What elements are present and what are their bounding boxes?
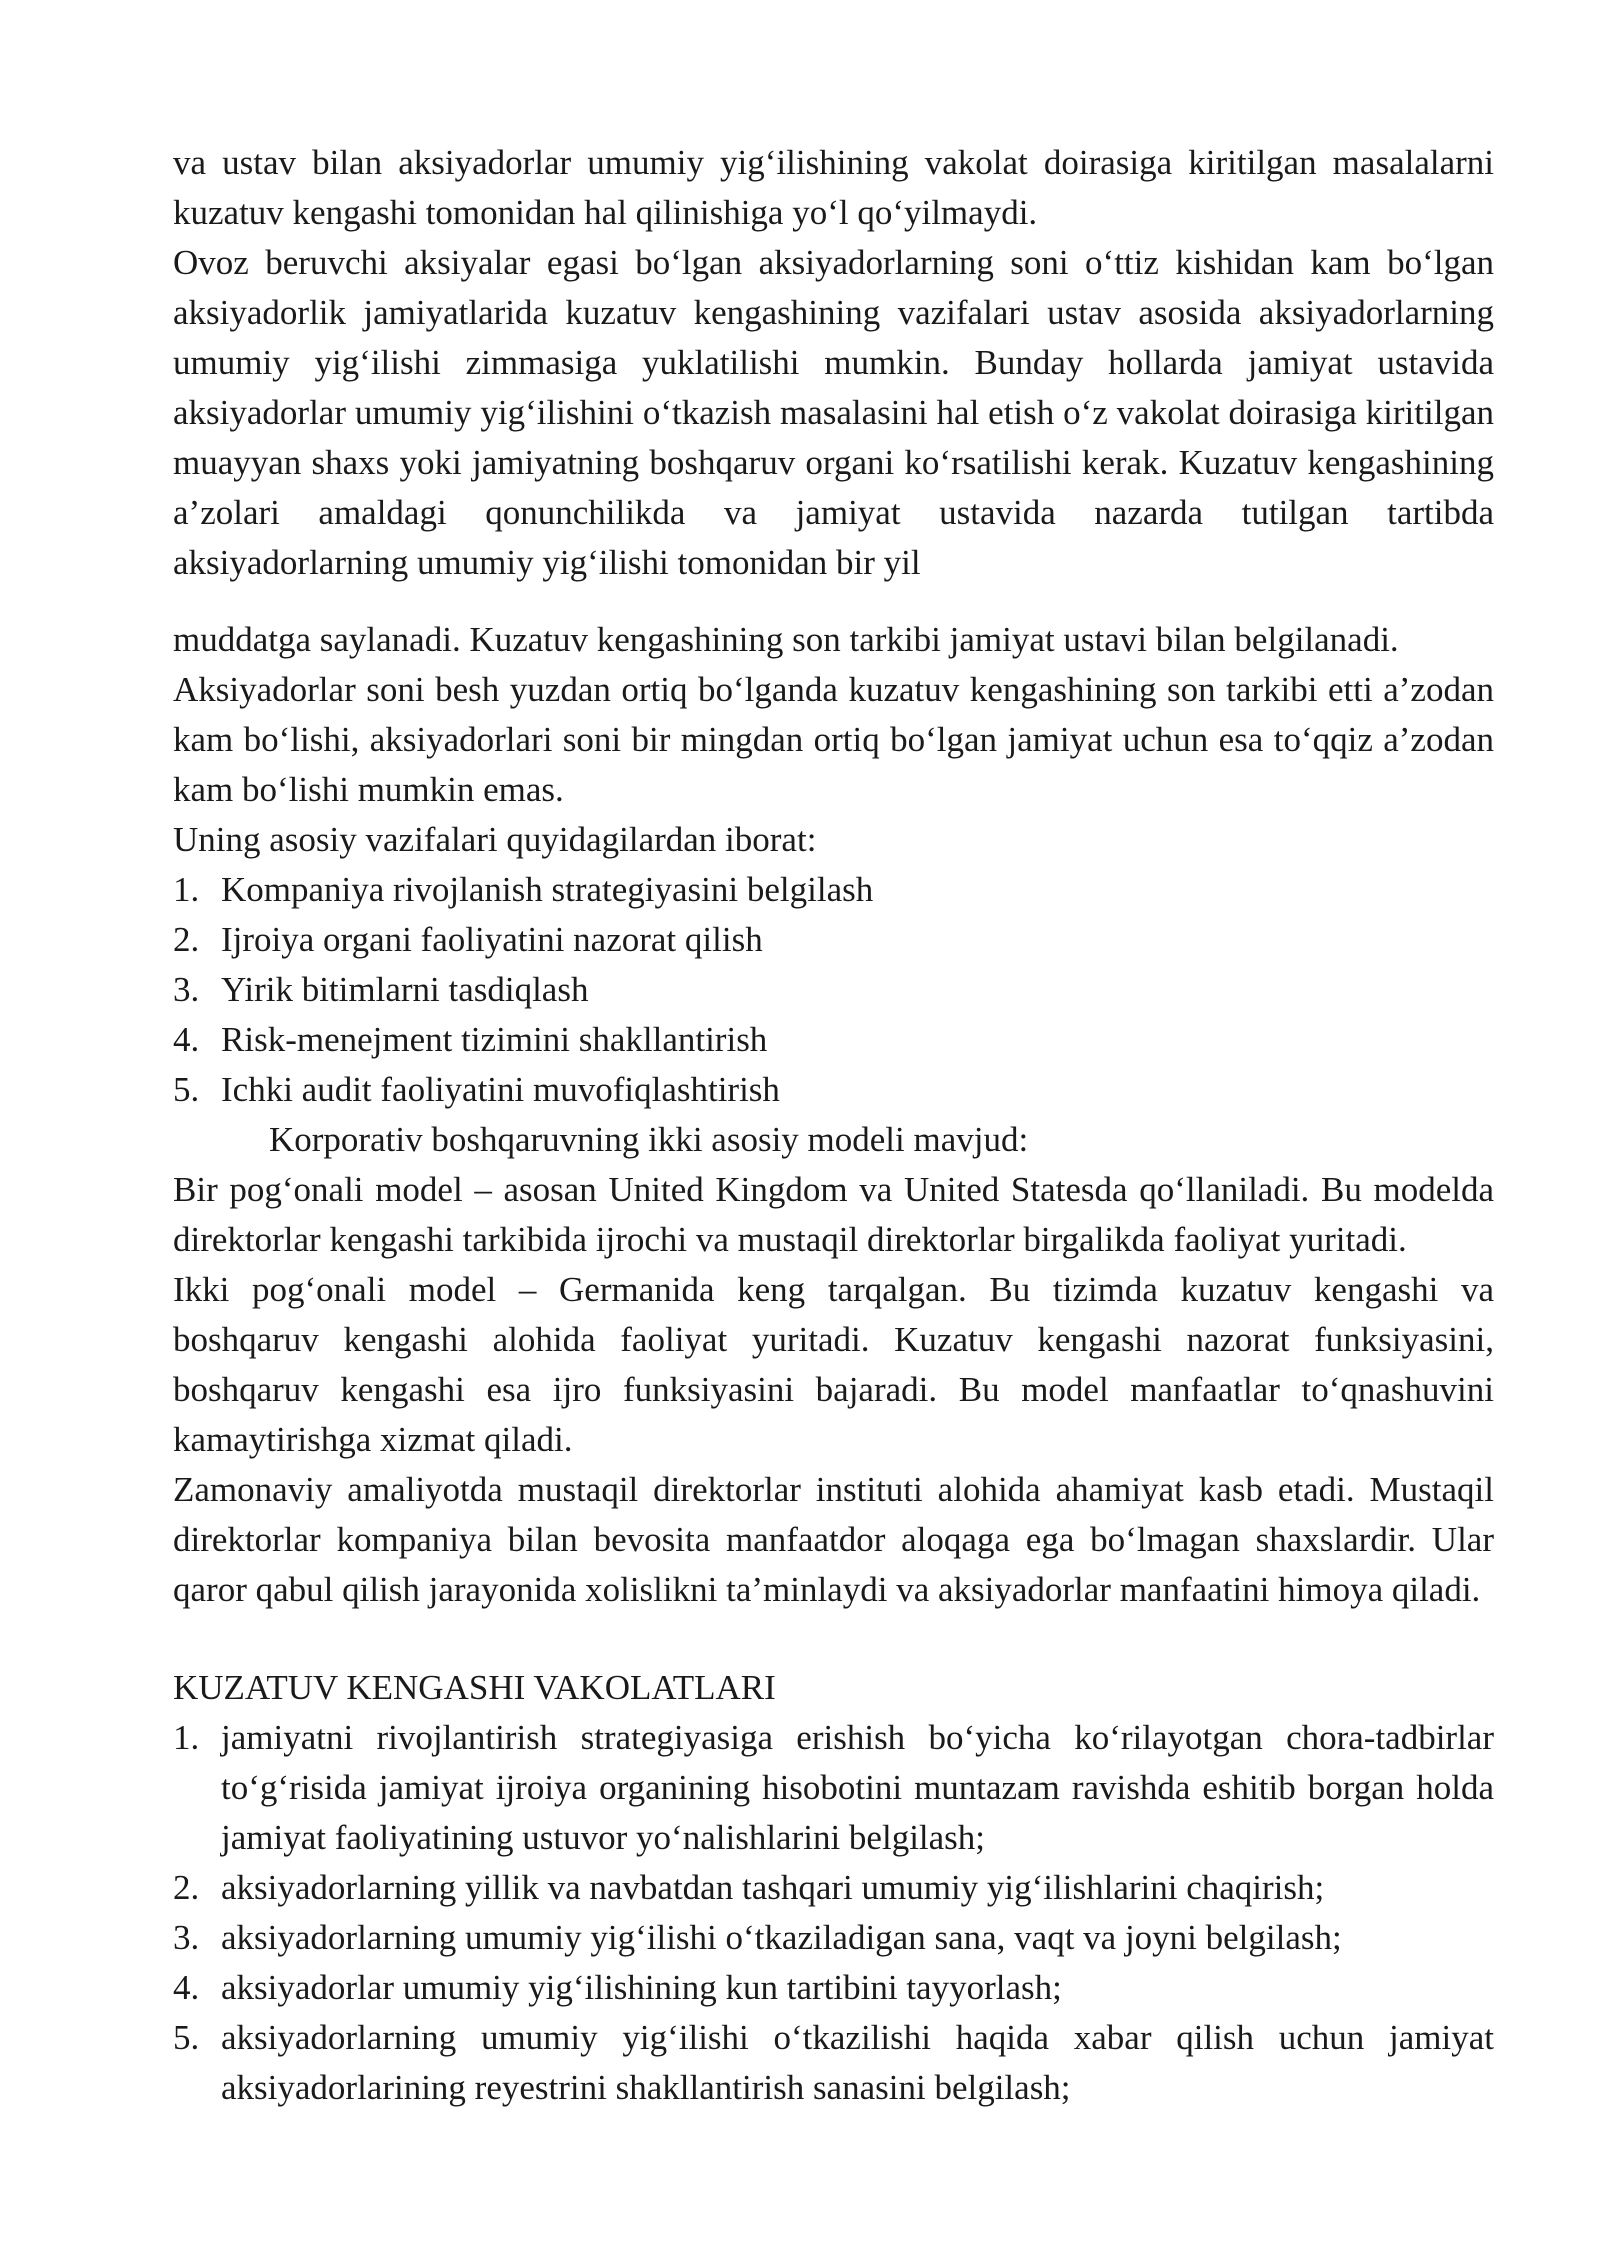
list-item — [173, 1015, 1494, 1065]
list-text: aksiyadorlarning umumiy yig‘ilishi o‘tkazilishi haqida xabar qilish uchun jamiyat aksiyadorlarining reyestrini shakllantirish sanasini belgilash; — [221, 2018, 1494, 2107]
list-number: 4. — [173, 1968, 200, 2007]
list-item — [173, 2013, 1494, 2113]
paragraph-small-companies: Ovoz beruvchi aksiyalar egasi bo‘lgan aksiyadorlarning soni o‘ttiz kishidan kam bo‘lgan aksiyadorlik jamiyatlarida kuzatuv kengashining vazifalari ustav asosida aksiyadorlarning umumiy yig‘ilishi zimmasiga yuklatilishi mumkin. Bunday hollarda jamiyat ustavida aksiyadorlar umumiy yig‘ilishini o‘tkazish masalasini hal etish o‘z vakolat doirasiga kiritilgan muayyan shaxs yoki jamiyatning boshqaruv organi ko‘rsatilishi kerak. Kuzatuv kengashining a’zolari amaldagi qonunchilikda va jamiyat ustavida nazarda tutilgan tartibda aksiyadorlarning umumiy yig‘ilishi tomonidan bir yil — [173, 243, 1494, 582]
list-item — [173, 1863, 1494, 1913]
list-item — [173, 1065, 1494, 1115]
paragraph-continuation: va ustav bilan aksiyadorlar umumiy yig‘ilishining vakolat doirasiga kiritilgan masalalarni kuzatuv kengashi tomonidan hal qilinishiga yo‘l qo‘yilmaydi. — [173, 143, 1494, 232]
list-item — [173, 865, 1494, 915]
list-text: aksiyadorlar umumiy yig‘ilishining kun tartibini tayyorlash; — [221, 1968, 1062, 2007]
powers-list — [173, 1713, 1494, 2113]
paragraph-one-tier-model: Bir pog‘onali model – asosan United Kingdom va United Statesda qo‘llaniladi. Bu modelda direktorlar kengashi tarkibida ijrochi va mustaqil direktorlar birgalikda faoliyat yuritadi. — [173, 1170, 1494, 1259]
paragraph-independent-directors: Zamonaviy amaliyotda mustaqil direktorlar instituti alohida ahamiyat kasb etadi. Mustaqil direktorlar kompaniya bilan bevosita manfaatdor aloqaga ega bo‘lmagan shaxslardir. Ular qaror qabul qilish jarayonida xolislikni ta’minlaydi va aksiyadorlar manfaatini himoya qiladi. — [173, 1470, 1494, 1609]
list-number: 1. — [173, 870, 200, 909]
paragraph-models-intro: Korporativ boshqaruvning ikki asosiy modeli mavjud: — [269, 1120, 1029, 1159]
list-number: 5. — [173, 1070, 200, 1109]
list-item — [173, 1713, 1494, 1863]
list-number: 5. — [173, 2018, 200, 2057]
list-text: Kompaniya rivojlanish strategiyasini belgilash — [221, 870, 874, 909]
list-number: 1. — [173, 1718, 200, 1757]
list-item — [173, 1963, 1494, 2013]
list-item — [173, 1913, 1494, 1963]
list-number: 3. — [173, 1918, 200, 1957]
list-text: Ijroiya organi faoliyatini nazorat qilish — [221, 920, 763, 959]
list-text: Risk-menejment tizimini shakllantirish — [221, 1020, 768, 1059]
list-text: aksiyadorlarning umumiy yig‘ilishi o‘tkaziladigan sana, vaqt va joyni belgilash; — [221, 1918, 1342, 1957]
paragraph-tasks-intro: Uning asosiy vazifalari quyidagilardan iborat: — [173, 820, 817, 859]
list-text: jamiyatni rivojlantirish strategiyasiga erishish bo‘yicha ko‘rilayotgan chora-tadbirlar to‘g‘risida jamiyat ijroiya organining hisobotini muntazam ravishda eshitib borgan holda jamiyat faoliyatining ustuvor yo‘nalishlarini belgilash; — [221, 1718, 1494, 1857]
list-number: 2. — [173, 920, 200, 959]
list-text: aksiyadorlarning yillik va navbatdan tashqari umumiy yig‘ilishlarini chaqirish; — [221, 1868, 1325, 1907]
list-item — [173, 915, 1494, 965]
section-heading: KUZATUV KENGASHI VAKOLATLARI — [173, 1668, 776, 1707]
list-item — [173, 965, 1494, 1015]
list-number: 3. — [173, 970, 200, 1009]
list-text: Yirik bitimlarni tasdiqlash — [221, 970, 589, 1009]
document-page — [173, 138, 1494, 2113]
list-text: Ichki audit faoliyatini muvofiqlashtirish — [221, 1070, 780, 1109]
paragraph-board-size: Aksiyadorlar soni besh yuzdan ortiq bo‘lganda kuzatuv kengashining son tarkibi etti a’zodan kam bo‘lishi, aksiyadorlari soni bir mingdan ortiq bo‘lgan jamiyat uchun esa to‘qqiz a’zodan kam bo‘lishi mumkin emas. — [173, 670, 1494, 809]
tasks-list — [173, 865, 1494, 1115]
paragraph-two-tier-model: Ikki pog‘onali model – Germanida keng tarqalgan. Bu tizimda kuzatuv kengashi va boshqaruv kengashi alohida faoliyat yuritadi. Kuzatuv kengashi nazorat funksiyasini, boshqaruv kengashi esa ijro funksiyasini bajaradi. Bu model manfaatlar to‘qnashuvini kamaytirishga xizmat qiladi. — [173, 1270, 1494, 1459]
list-number: 4. — [173, 1020, 200, 1059]
paragraph-election-term: muddatga saylanadi. Kuzatuv kengashining son tarkibi jamiyat ustavi bilan belgilanadi. — [173, 620, 1399, 659]
list-number: 2. — [173, 1868, 200, 1907]
